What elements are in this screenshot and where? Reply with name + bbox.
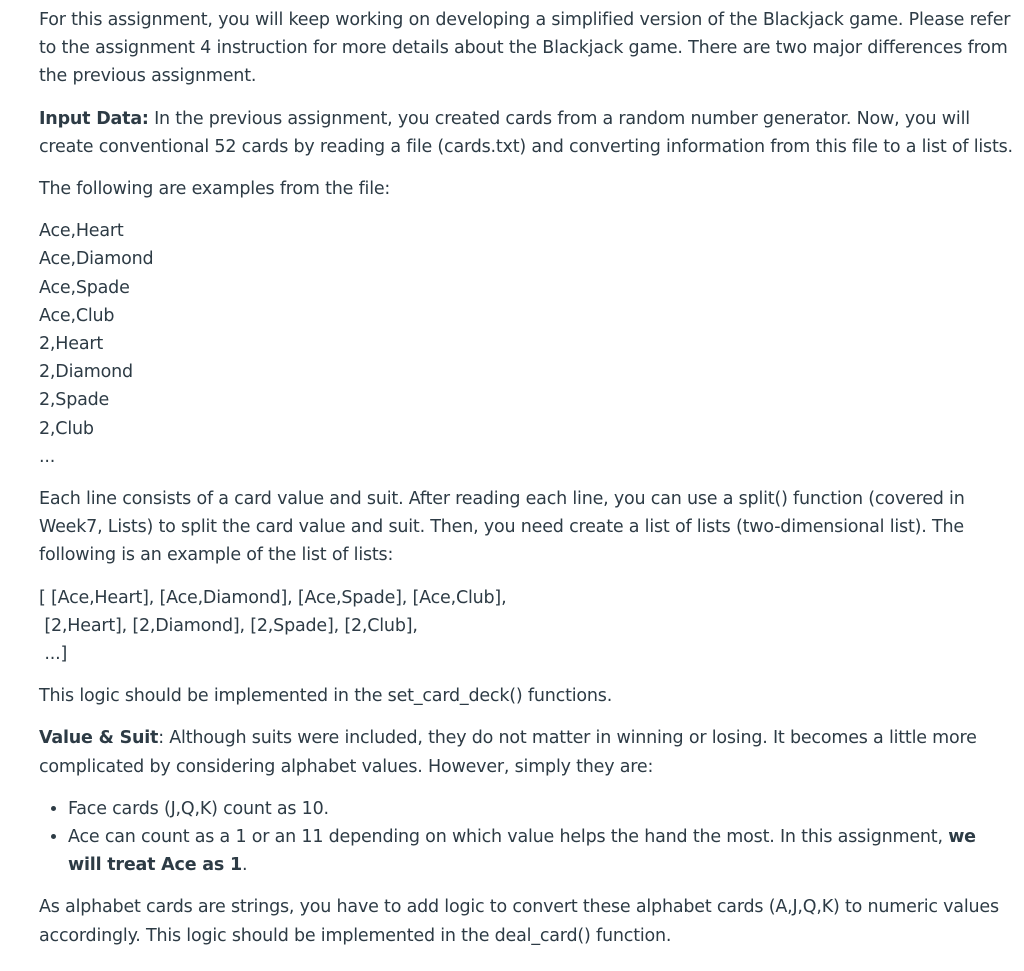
file-example-line: 2,Spade	[39, 390, 110, 411]
ace-rule	[68, 823, 1014, 879]
list-example-line: [ [Ace,Heart], [Ace,Diamond], [Ace,Spade], [Ace,Club],	[39, 587, 507, 608]
ace-rule-text: Ace can count as a 1 or an 11 depending on which value helps the hand the most. In this assignment,	[68, 827, 949, 848]
value-suit-text: : Although suits were included, they do not matter in winning or losing. It becomes a little more complicated by considering alphabet values. However, simply they are:	[39, 728, 977, 777]
assignment-content	[39, 6, 1014, 964]
file-example-line: 2,Heart	[39, 334, 104, 355]
examples-intro: The following are examples from the file:	[39, 179, 391, 200]
list-example-line: [2,Heart], [2,Diamond], [2,Spade], [2,Club],	[39, 615, 418, 636]
file-examples	[39, 217, 1014, 471]
ace-rule-bold: we will treat Ace as 1	[68, 827, 976, 876]
ace-rule-suffix: .	[241, 855, 248, 876]
input-data-text: In the previous assignment, you created cards from a random number generator. Now, you will create conventional 52 cards by reading a file (cards.txt) and converting information from this file to a list of lists.	[39, 108, 1013, 157]
list-example-line: ...]	[39, 644, 68, 665]
intro-paragraph: For this assignment, you will keep working on developing a simplified version of the Blackjack game. Please refer to the assignment 4 instruction for more details about the Blackjack game. There are two major differences from the previous assignment.	[39, 10, 1011, 87]
file-example-line: Ace,Club	[39, 305, 115, 326]
input-data-heading: Input Data:	[39, 108, 149, 129]
each-line-paragraph: Each line consists of a card value and suit. After reading each line, you can use a split() function (covered in Week7, Lists) to split the card value and suit. Then, you need create a list of lists (two-dimensional list). The following is an example of the list of lists:	[39, 489, 965, 566]
file-example-line: Ace,Diamond	[39, 249, 154, 270]
list-of-lists-example	[39, 584, 1014, 669]
input-data-paragraph	[39, 105, 1014, 161]
value-suit-heading: Value & Suit	[39, 728, 159, 749]
file-example-line: Ace,Spade	[39, 277, 130, 298]
face-cards-rule: • Face cards (J,Q,K) count as 10.	[68, 795, 1014, 823]
value-suit-paragraph	[39, 724, 1014, 780]
conclusion-paragraph: As alphabet cards are strings, you have to add logic to convert these alphabet cards (A,J,Q,K) to numeric values accordingly. This logic should be implemented in the deal_card() function.	[39, 897, 999, 946]
file-example-line: Ace,Heart	[39, 221, 124, 242]
file-example-line: 2,Diamond	[39, 362, 133, 383]
file-example-line: ...	[39, 446, 56, 467]
rules-list	[39, 795, 1014, 880]
file-example-line: 2,Club	[39, 418, 94, 439]
set-card-deck-note: This logic should be implemented in the set_card_deck() functions.	[39, 686, 613, 707]
